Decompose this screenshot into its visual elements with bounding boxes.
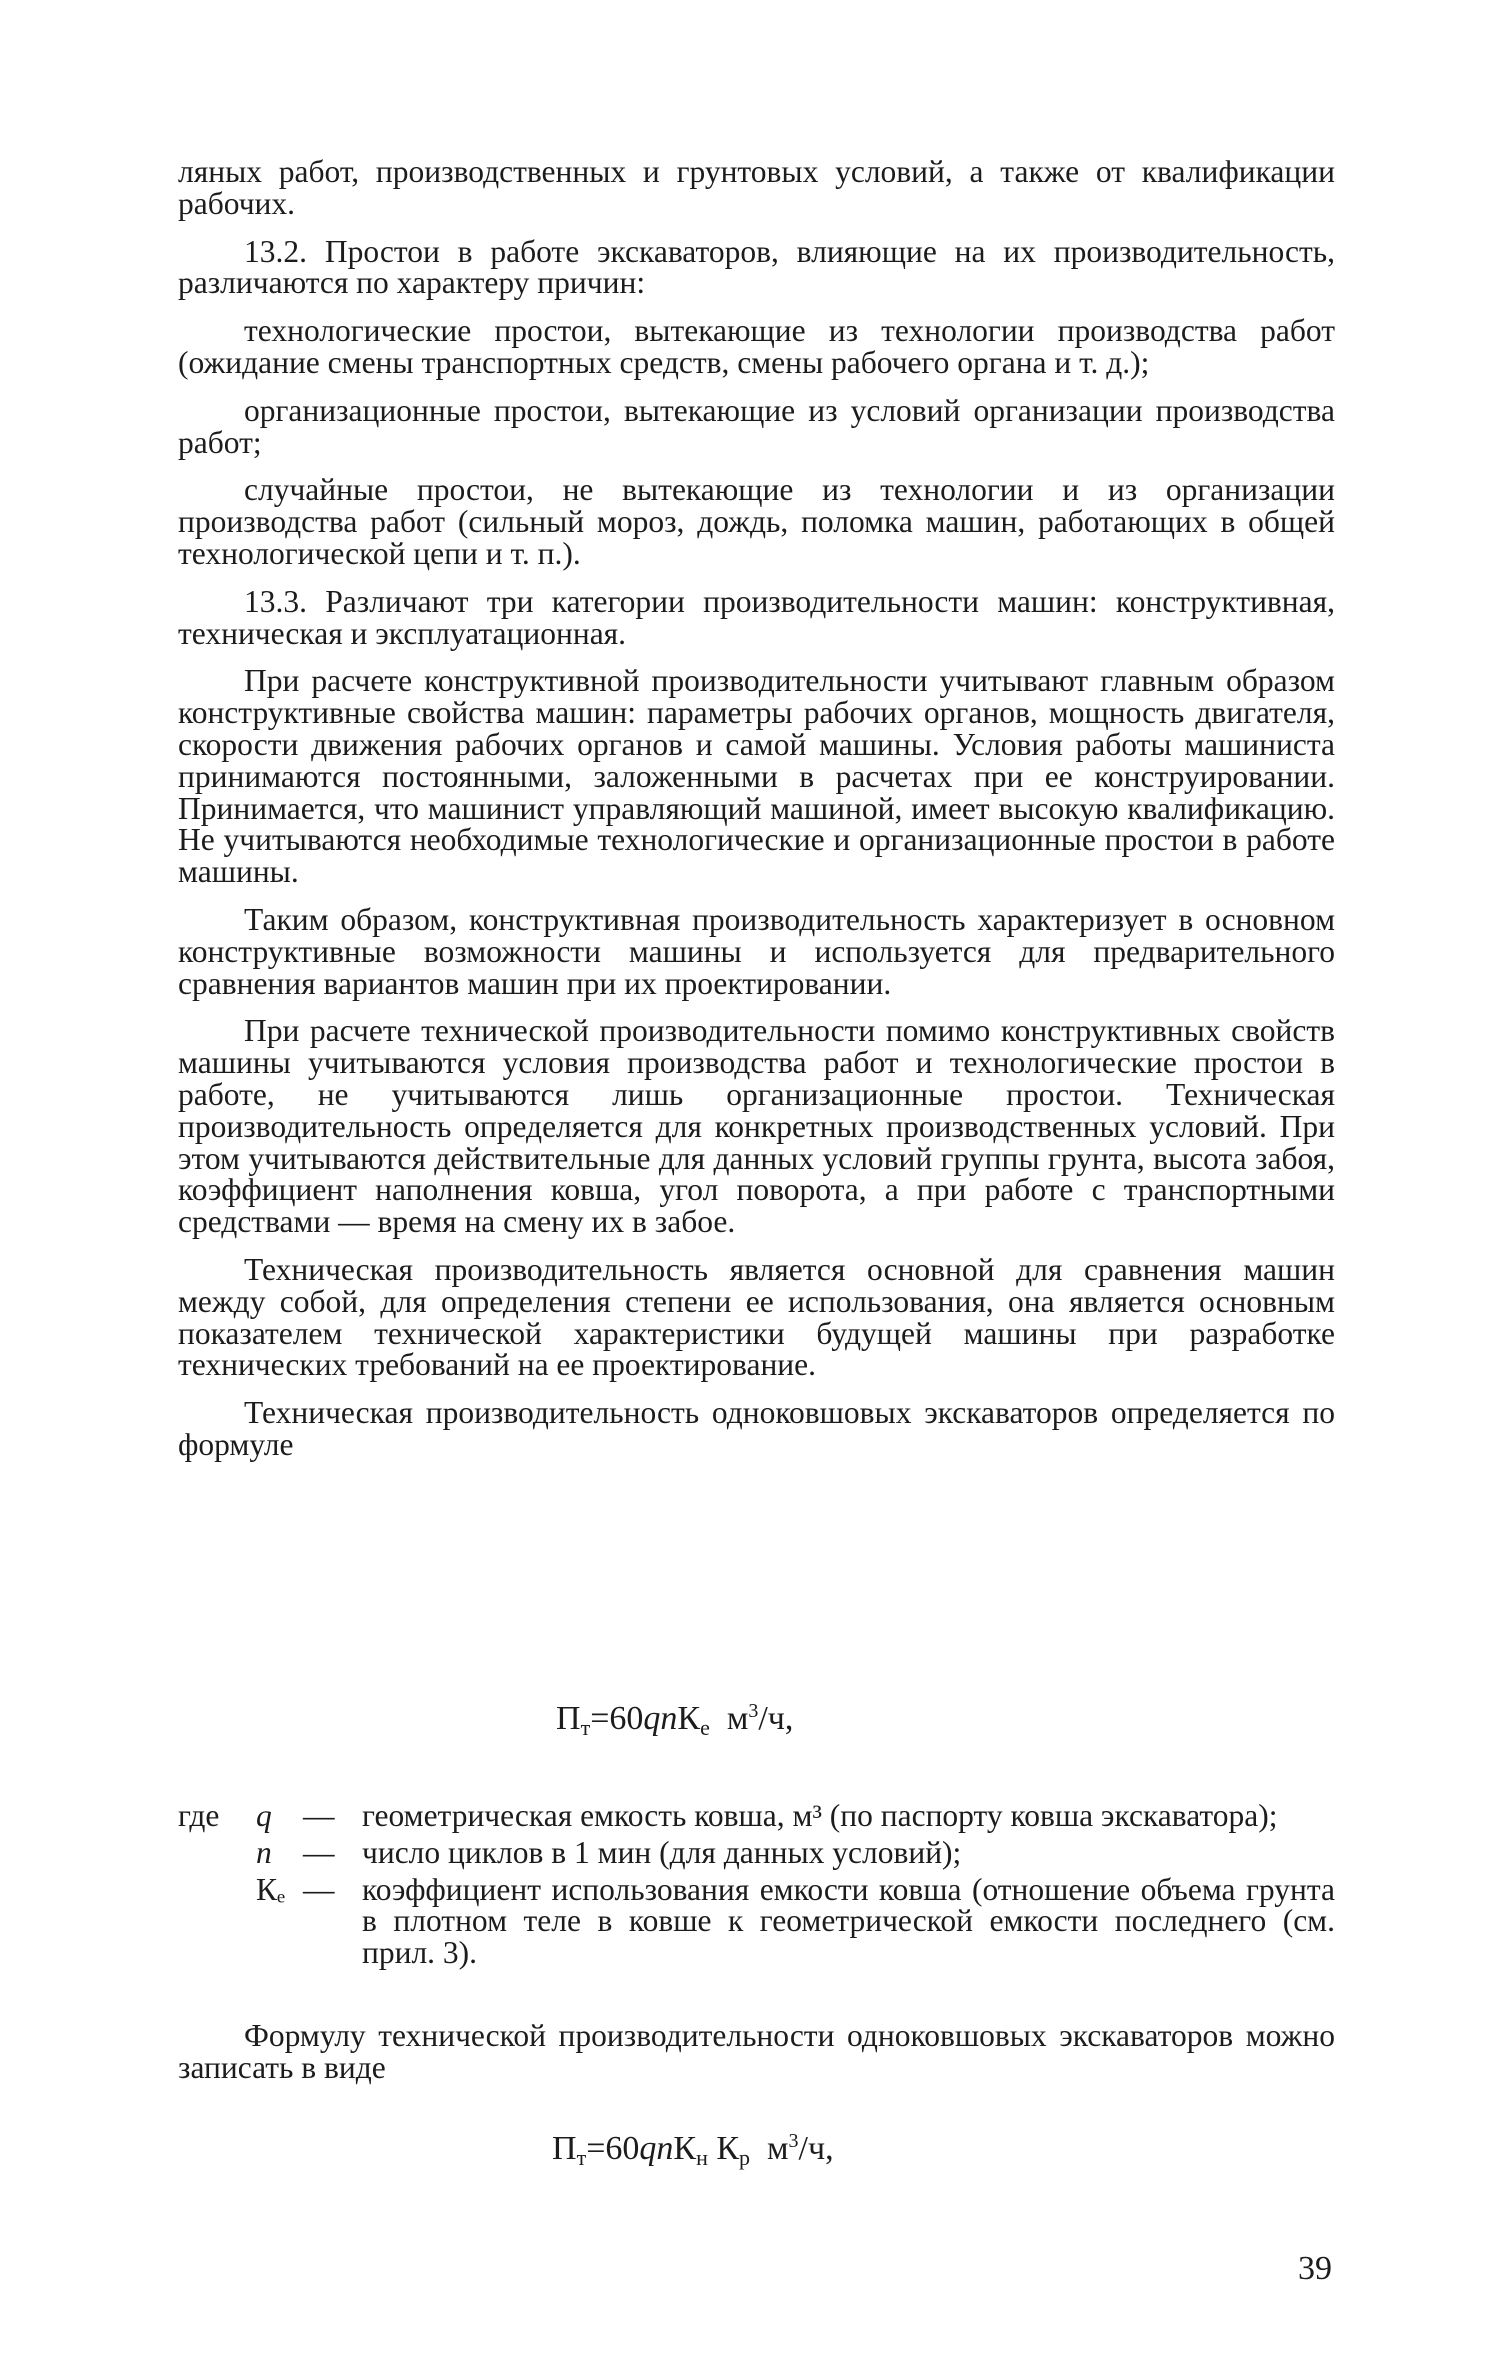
paragraph-technical-productivity: При расчете технической производительности помимо конструктивных свойств машины учитываются условия производства работ и технологические простои в работе, не учитываются лишь организационные простои. Техническая производительность определяется для конкретных производственных условий. При этом учитываются действительные для данных условий группы грунта, высота забоя, коэффициент наполнения ковша, угол поворота, а при работе с транспортными средствами — время на смену их в забое. xyxy=(178,1013,1335,1240)
definition-n: n — число циклов в 1 мин (для данных условий); xyxy=(256,1834,962,1870)
paragraph-13-2: 13.2. Простои в работе экскаваторов, влияющие на их производительность, различаются по характеру причин: xyxy=(178,233,1335,301)
paragraph-organizational-downtime: организационные простои, вытекающие из условий организации производства работ; xyxy=(178,392,1335,460)
formula-definitions xyxy=(178,1800,1335,1974)
definition-text: геометрическая емкость ковша, м³ (по паспорту ковша экскаватора); xyxy=(362,1798,1278,1833)
definition-text: коэффициент использования емкости ковша (отношение объема грунта в плотном теле в ковше к геометрической емкости последнего (см. прил. 3). xyxy=(362,1871,1335,1971)
paragraph-technological-downtime: технологические простои, вытекающие из технологии производства работ (ожидание смены транспортных средств, смены рабочего органа и т. д.); xyxy=(178,313,1335,380)
definition-ke: Кₑ — коэффициент использования емкости ковша (отношение объема грунта в плотном теле в ковше к геометрической емкости последнего (см. прил. 3). xyxy=(256,1871,1335,1971)
paragraph-technical-main: Техническая производительность является основной для сравнения машин между собой, для определения степени ее использования, она является основным показателем технической характеристики будущей машины при разработке технических требований на ее проектирование. xyxy=(178,1251,1335,1383)
formula-technical-productivity: $П_т=60qnК_е$ $м^3/ч$, xyxy=(556,1700,794,1740)
paragraph-continuation: ляных работ, производственных и грунтовых условий, а также от квалификации рабочих. xyxy=(178,154,1335,221)
paragraph-random-downtime: случайные простои, не вытекающие из технологии и из организации производства работ (сильный мороз, дождь, поломка машин, работающих в общей технологической цепи и т. п.). xyxy=(178,472,1335,571)
paragraph-formula-intro: Техническая производительность одноковшовых экскаваторов определяется по формуле xyxy=(178,1395,1335,1462)
page-number: 39 xyxy=(1298,2250,1332,2287)
paragraph-13-3: 13.3. Различают три категории производительности машин: конструктивная, техническая и эксплуатационная. xyxy=(178,583,1335,651)
paragraph-design-productivity: При расчете конструктивной производительности учитывают главным образом конструктивные свойства машин: параметры рабочих органов, мощность двигателя, скорости движения рабочих органов и самой машины. Условия работы машиниста принимаются постоянными, заложенными в расчетах при ее конструировании. Принимается, что машинист управляющий машиной, имеет высокую квалификацию. Не учитываются необходимые технологические и организационные простои в работе машины. xyxy=(178,663,1335,890)
definition-lead: где xyxy=(178,1798,220,1833)
body-text xyxy=(178,156,1335,1461)
definition-text: число циклов в 1 мин (для данных условий); xyxy=(362,1834,962,1870)
definition-q: где q — геометрическая емкость ковша, м³ (по паспорту ковша экскаватора); xyxy=(178,1798,1278,1833)
definition-symbol: n xyxy=(256,1834,272,1870)
paragraph-formula-rewrite: Формулу технической производительности одноковшовых экскаваторов можно записать в виде xyxy=(178,2018,1335,2085)
closing-text xyxy=(178,2020,1335,2084)
formula-technical-productivity-expanded: $П_т=60qnК_н$ $К_р$ $м^3/ч$, xyxy=(552,2130,834,2170)
definition-symbol: Кₑ xyxy=(256,1871,286,1907)
paragraph-design-summary: Таким образом, конструктивная производительность характеризует в основном конструктивные возможности машины и используется для предварительного сравнения вариантов машин при их проектировании. xyxy=(178,901,1335,1001)
definition-symbol: q xyxy=(256,1798,272,1833)
